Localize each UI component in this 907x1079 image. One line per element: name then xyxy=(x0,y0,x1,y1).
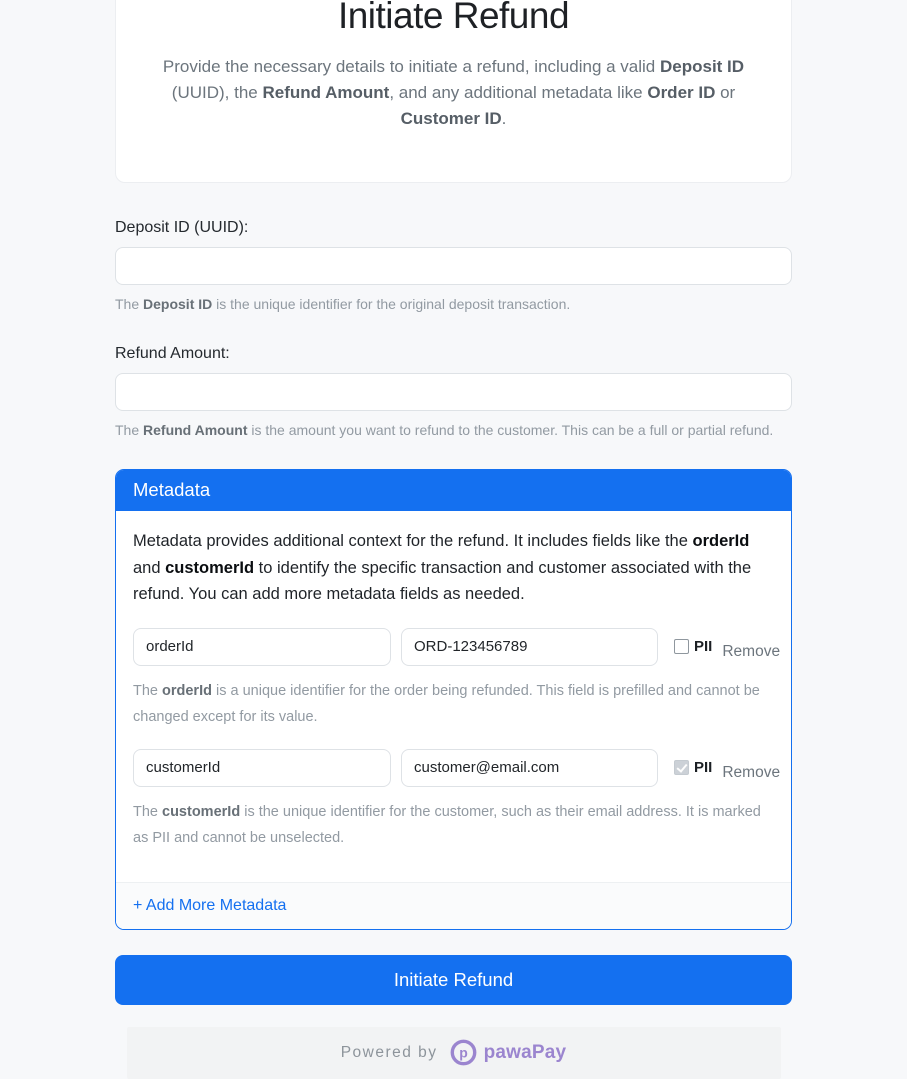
metadata-row-orderid xyxy=(133,628,781,666)
page-description: Provide the necessary details to initiate a refund, including a valid Deposit ID (UUID), the Refund Amount, and any additional metadata like Order ID or Customer ID. xyxy=(162,57,745,128)
pii-label: PII xyxy=(694,759,713,776)
metadata-card-body xyxy=(116,511,791,882)
metadata-key-input[interactable] xyxy=(133,628,391,666)
pii-label: PII xyxy=(694,638,713,655)
metadata-card-header xyxy=(116,470,791,511)
customerid-help: The customerId is the unique identifier for the customer, such as their email address. It is marked as PII and cannot be unselected. xyxy=(133,803,761,846)
pawapay-logo-icon xyxy=(450,1039,477,1066)
orderid-help: The orderId is a unique identifier for the order being refunded. This field is prefilled and cannot be changed except for its value. xyxy=(133,682,760,725)
pii-checkbox xyxy=(674,759,712,776)
remove-button[interactable]: Remove xyxy=(722,763,781,781)
powered-by-footer xyxy=(127,1027,781,1079)
metadata-card xyxy=(115,469,792,930)
metadata-value-input[interactable] xyxy=(401,749,658,787)
page-title: Initiate Refund xyxy=(337,0,570,36)
initiate-refund-button[interactable]: Initiate Refund xyxy=(115,955,792,1005)
powered-by-label: Powered by xyxy=(340,1043,438,1061)
remove-button[interactable]: Remove xyxy=(722,642,781,660)
checkbox-box-icon xyxy=(674,639,689,654)
add-more-metadata-link[interactable]: + Add More Metadata xyxy=(133,896,287,914)
deposit-id-help: The Deposit ID is the unique identifier for the original deposit transaction. xyxy=(115,296,571,312)
refund-amount-field-group xyxy=(115,345,792,441)
refund-amount-label: Refund Amount: xyxy=(115,345,230,362)
deposit-id-field-group xyxy=(115,219,792,315)
metadata-description: Metadata provides additional context for the refund. It includes fields like the orderId and customerId to identify the specific transaction and customer associated with the refund. You can add more metadata fields as needed. xyxy=(133,532,752,603)
header-card xyxy=(115,0,792,183)
pii-checkbox[interactable] xyxy=(674,638,712,655)
metadata-card-title: Metadata xyxy=(133,479,211,500)
checkbox-box-icon xyxy=(674,760,689,775)
metadata-key-input[interactable] xyxy=(133,749,391,787)
svg-text:p: p xyxy=(458,1044,468,1061)
metadata-card-footer xyxy=(116,882,791,929)
refund-amount-input[interactable] xyxy=(115,373,792,411)
refund-amount-help: The Refund Amount is the amount you want to refund to the customer. This can be a full or partial refund. xyxy=(115,422,774,438)
main-column xyxy=(115,0,792,1079)
pawapay-wordmark: pawaPay xyxy=(483,1041,567,1063)
deposit-id-input[interactable] xyxy=(115,247,792,285)
metadata-row-customerid xyxy=(133,749,781,787)
metadata-value-input[interactable] xyxy=(401,628,658,666)
deposit-id-label: Deposit ID (UUID): xyxy=(115,219,249,236)
